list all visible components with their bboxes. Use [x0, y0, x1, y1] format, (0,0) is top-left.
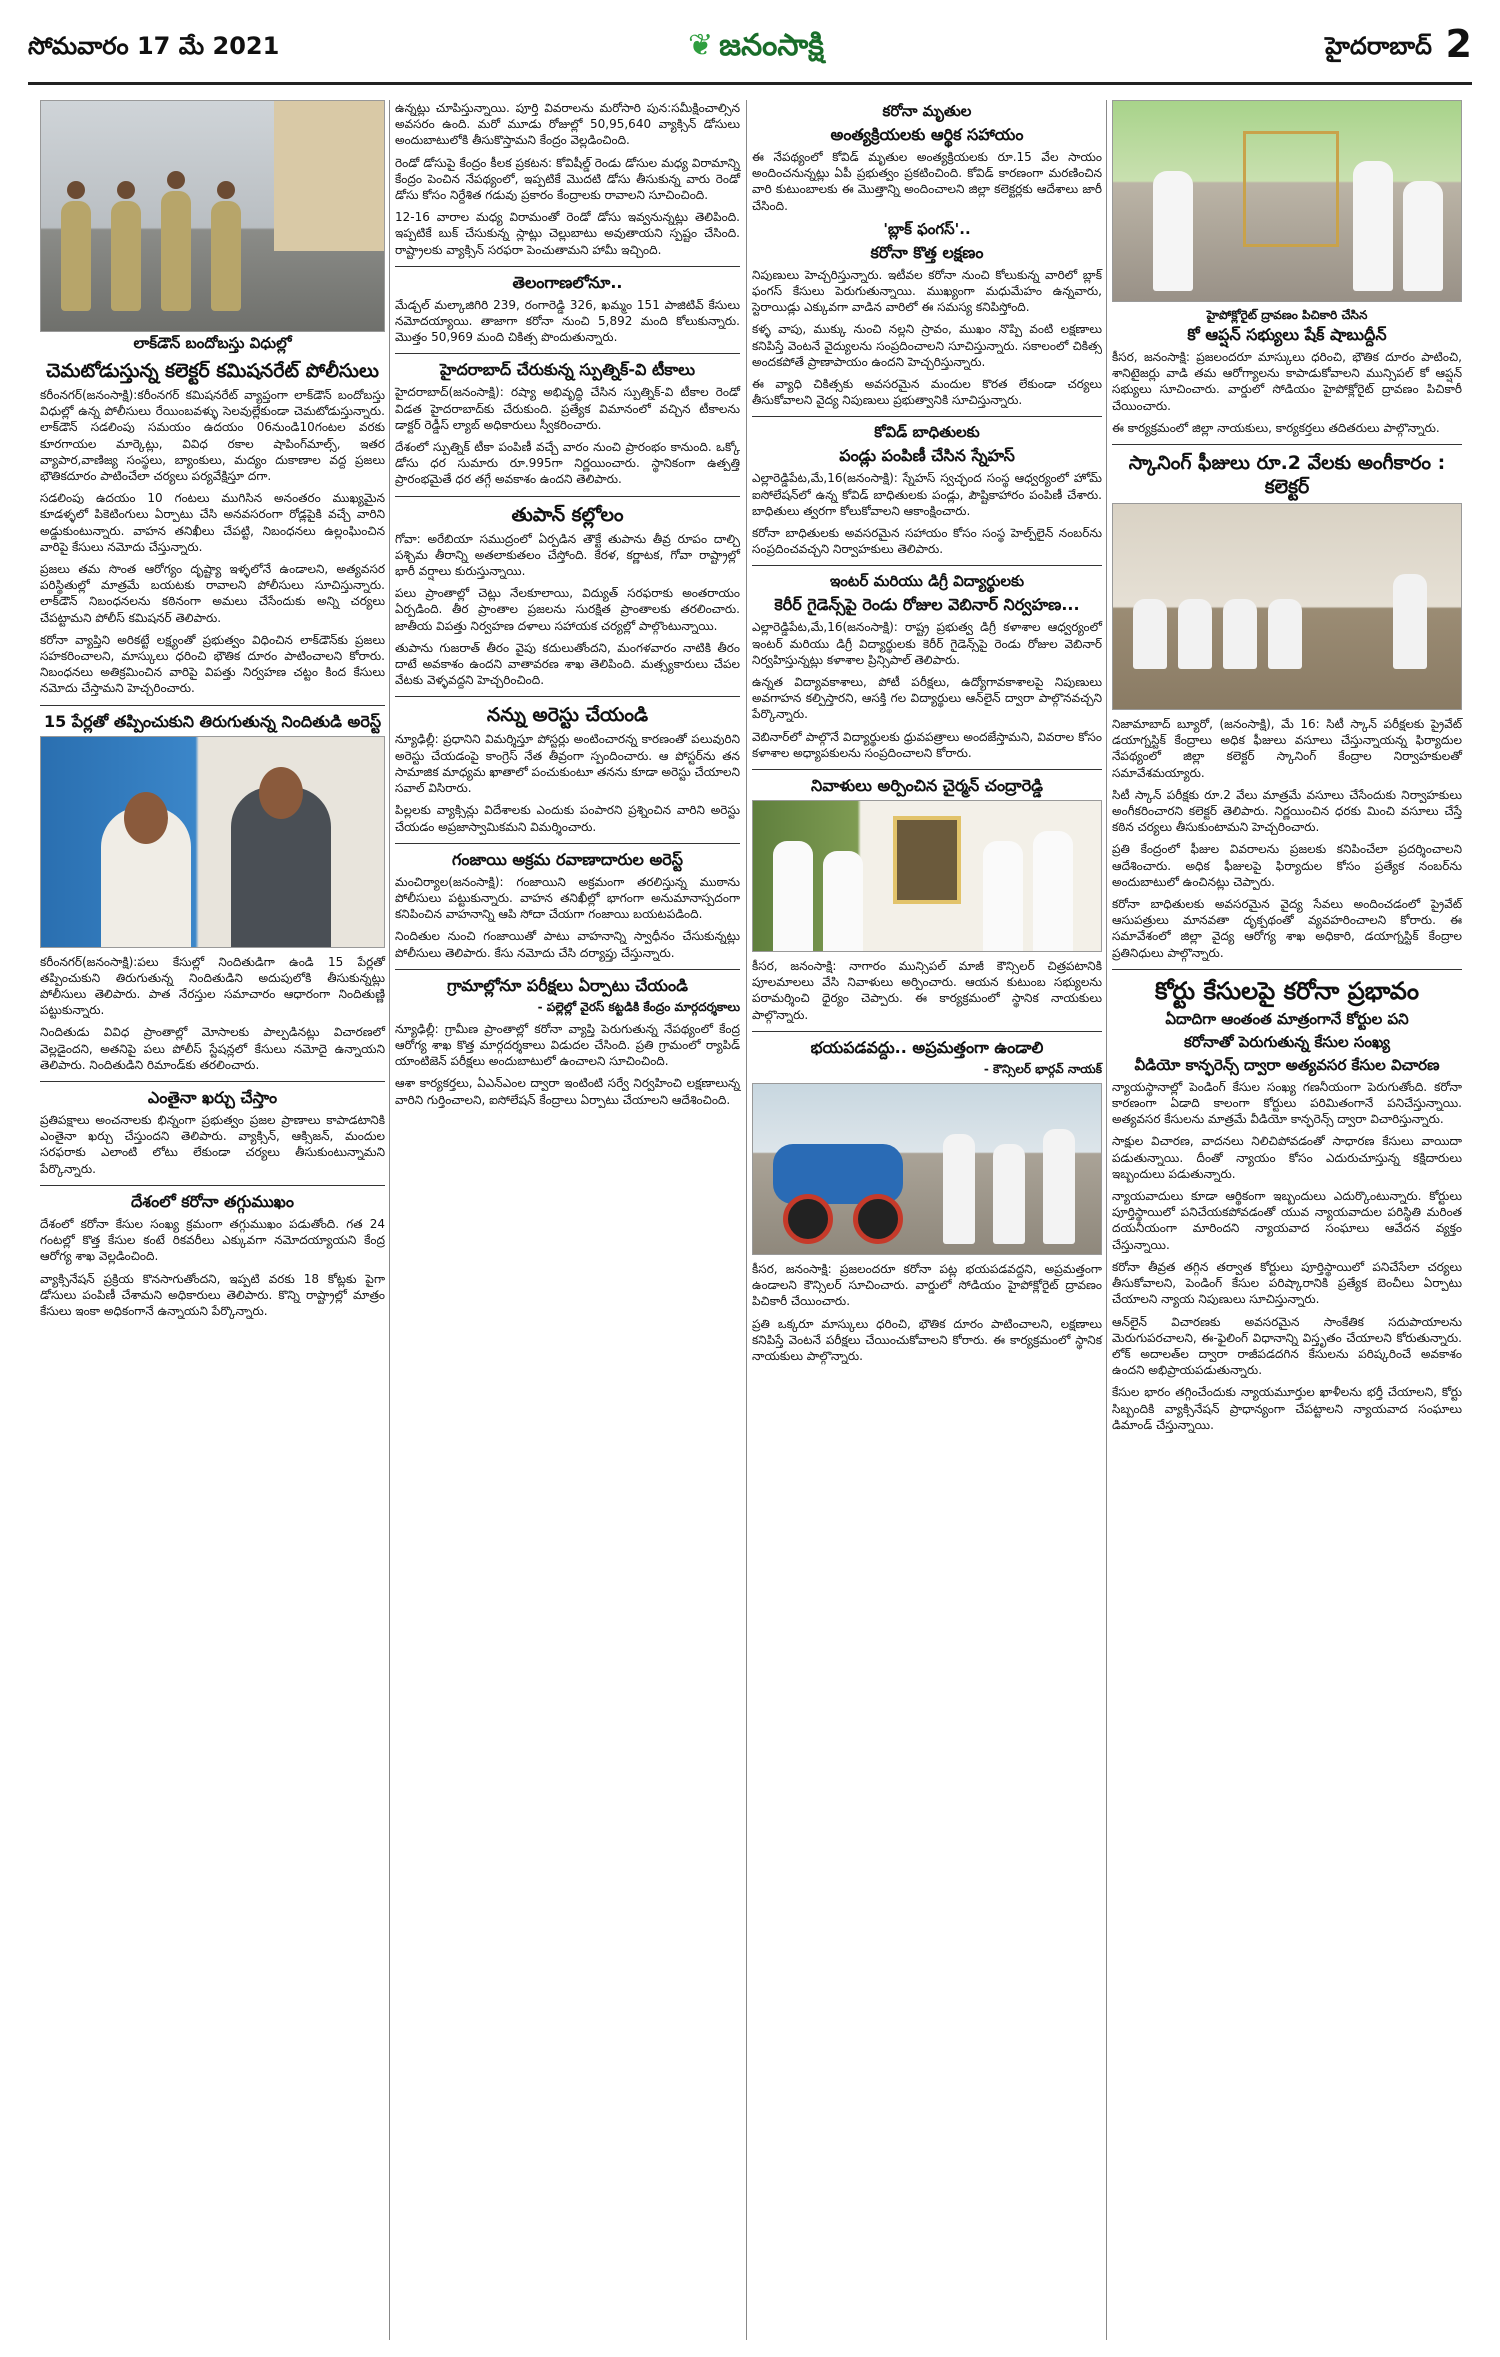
paragraph: ఉన్నత విద్యావకాశాలు, పోటీ పరీక్షలు, ఉద్యోగావకాశాలపై నిపుణులు అవగాహన కల్పిస్తారని, ఆసక్తి గల విద్యార్థులు ఆన్‌లైన్ ద్వారా పాల్గొనవచ్చని పేర్కొన్నారు.	[752, 675, 1102, 722]
paragraph: న్యాయస్థానాల్లో పెండింగ్ కేసుల సంఖ్య గణనీయంగా పెరుగుతోంది. కరోనా కారణంగా ఏడాది కాలంగా కోర్టులు పరిమితంగానే పనిచేస్తున్నాయి. అత్యవసర కేసులను మాత్రమే వీడియో కాన్ఫరెన్స్ ద్వారా విచారిస్తున్నారు.	[1112, 1079, 1462, 1127]
sputnik-headline: హైదరాబాద్ చేరుకున్న స్పుత్నిక్-వి టీకాలు	[439, 360, 696, 380]
page-number: 2	[1445, 22, 1472, 66]
fungus-kicker: 'బ్లాక్ ఫంగస్'..	[883, 219, 971, 238]
column-3	[752, 100, 1102, 1370]
column-divider	[1106, 100, 1107, 2340]
paragraph: నిందితుడు వివిధ ప్రాంతాల్లో మోసాలకు పాల్పడినట్లు విచారణలో వెల్లడైందని, అతనిపై పలు పోలీస్ స్టేషన్లలో కేసులు నమోదై ఉన్నాయని తెలిపారు. నిందితుడిని రిమాండ్‌కు తరలించారు.	[40, 1025, 385, 1072]
paragraph: కీసర, జనంసాక్షి: నాగారం మున్సిపల్ మాజీ కౌన్సిలర్ చిత్రపటానికి పూలమాలలు వేసి నివాళులు అర్పించారు. ఆయన కుటుంబ సభ్యులను పరామర్శించి ధైర్యం చెప్పారు. ఈ కార్యక్రమంలో స్థానిక నాయకులు పాల్గొన్నారు.	[752, 959, 1102, 1022]
deaths-kicker: కరోనా మృతుల	[882, 102, 972, 120]
paragraph: న్యూఢిల్లీ: ప్రధానిని విమర్శిస్తూ పోస్టర్లు అంటించారన్న కారణంతో పలువురిని అరెస్టు చేయడంపై కాంగ్రెస్ నేత తీవ్రంగా స్పందించారు. ఆ పోస్టర్‌ను తన సామాజిక మాధ్యమ ఖాతాలో పంచుకుంటూ తనను కూడా అరెస్టు చేయాలని సవాల్ విసిరారు.	[395, 732, 740, 796]
court-subhead-2: వీడియో కాన్ఫరెన్స్ ద్వారా అత్యవసర కేసుల విచారణ	[1134, 1055, 1440, 1074]
fungus-headline: కరోనా కొత్త లక్షణం	[870, 242, 984, 262]
paragraph: సాక్షుల విచారణ, వాదనలు నిలిచిపోవడంతో సాధారణ కేసులు వాయిదా పడుతున్నాయి. దీంతో న్యాయం కోసం ఎదురుచూస్తున్న కక్షిదారులు ఇబ్బందులు పడుతున్నారు.	[1112, 1134, 1462, 1181]
paragraph: గోవా: అరేబియా సముద్రంలో ఏర్పడిన తౌక్టే తుపాను తీవ్ర రూపం దాల్చి పశ్చిమ తీరాన్ని అతలాకుతలం చేస్తోంది. కేరళ, కర్ణాటక, గోవా రాష్ట్రాల్లో భారీ వర్షాలు కురుస్తున్నాయి.	[395, 531, 740, 579]
fear-headline: భయపడవద్దు.. అప్రమత్తంగా ఉండాలి	[810, 1037, 1044, 1057]
logo-text: జనంసాక్షి	[719, 28, 824, 63]
paragraph: ఈ వ్యాధి చికిత్సకు అవసరమైన మందుల కొరత లేకుండా చర్యలు తీసుకోవాలని వైద్య నిపుణులు ప్రభుత్వానికి సూచిస్తున్నారు.	[752, 377, 1102, 408]
paragraph: ఉన్నట్లు చూపిస్తున్నాయి. పూర్తి వివరాలను మరోసారి పున:సమీక్షించాల్సిన అవసరం ఉంది. మరో మూడు రోజుల్లో 50,95,640 వ్యాక్సిన్ డోసులు అందుబాటులోకి తీసుకొస్తామని కేంద్రం వెల్లడించింది.	[395, 101, 740, 148]
court-headline: కోర్టు కేసులపై కరోనా ప్రభావం	[1154, 976, 1420, 1005]
column-divider	[746, 100, 747, 2340]
paragraph: సిటీ స్కాన్ పరీక్షకు రూ.2 వేలు మాత్రమే వసూలు చేసేందుకు నిర్వాహకులు అంగీకరించారని కలెక్టర్ తెలిపారు. నిర్ణయించిన ధరకు మించి వసూలు చేస్తే కఠిన చర్యలు తీసుకుంటామని హెచ్చరించారు.	[1112, 787, 1462, 835]
paragraph: పలు ప్రాంతాల్లో చెట్లు నేలకూలాయి, విద్యుత్ సరఫరాకు అంతరాయం ఏర్పడింది. తీర ప్రాంతాల ప్రజలను సురక్షిత ప్రాంతాలకు తరలించారు. జాతీయ విపత్తు నిర్వహణ దళాలు సహాయక చర్యల్లో పాల్గొంటున్నాయి.	[395, 586, 740, 633]
spray-headline: కో ఆప్షన్ సభ్యులు షేక్ షాబుద్దీన్	[1187, 325, 1387, 344]
fear-byline: - కౌన్సిలర్ భార్గవ్ నాయక్	[983, 1061, 1102, 1076]
victims-kicker: కోవిడ్ బాధితులకు	[874, 423, 980, 442]
deaths-headline: అంత్యక్రియలకు ఆర్థిక సహాయం	[830, 125, 1024, 144]
spray-caption: హైపోక్లోరైట్ ద్రావణం పిచికారి చేసిన	[1206, 308, 1368, 322]
paragraph: పిల్లలకు వ్యాక్సిన్లు విదేశాలకు ఎందుకు పంపారని ప్రశ్నించిన వారిని అరెస్టు చేయడం అప్రజాస్వామికమని విమర్శించారు.	[395, 803, 740, 834]
paragraph: కరోనా బాధితులకు అవసరమైన సహాయం కోసం సంస్థ హెల్ప్‌లైన్ నంబర్‌ను సంప్రదించవచ్చని నిర్వాహకులు తెలిపారు.	[752, 526, 1102, 557]
accused-photo	[40, 736, 385, 948]
paragraph: హైదరాబాద్(జనంసాక్షి): రష్యా అభివృద్ధి చేసిన స్పుత్నిక్-వి టీకాల రెండో విడత హైదరాబాద్‌కు చేరుకుంది. ప్రత్యేక విమానంలో వచ్చిన టీకాలను డాక్టర్ రెడ్డీస్ ల్యాబ్ అధికారులు స్వీకరించారు.	[395, 385, 740, 432]
sanitisation-photo	[1112, 100, 1462, 302]
column-divider	[389, 100, 390, 2340]
paragraph: కరోనా తీవ్రత తగ్గిన తర్వాత కోర్టులు పూర్తిస్థాయిలో పనిచేసేలా చర్యలు తీసుకోవాలని, పెండింగ్ కేసుల పరిష్కారానికి ప్రత్యేక బెంచీలు ఏర్పాటు చేయాలని న్యాయ నిపుణులు సూచిస్తున్నారు.	[1112, 1259, 1462, 1307]
meeting-photo	[1112, 503, 1462, 710]
paragraph: దేశంలో స్పుత్నిక్ టీకా పంపిణీ వచ్చే వారం నుంచి ప్రారంభం కానుంది. ఒక్కో డోసు ధర సుమారు రూ.995గా నిర్ణయించారు. స్థానికంగా ఉత్పత్తి ప్రారంభమైతే ధర తగ్గే అవకాశం ఉందని తెలిపారు.	[395, 440, 740, 487]
court-kicker: ఏదాదిగా ఆంతంత మాత్రంగానే కోర్టుల పని	[1165, 1009, 1409, 1028]
paragraph: ఎల్లారెడ్డిపేట,మే,16(జనంసాక్షి): రాష్ట్ర ప్రభుత్వ డిగ్రీ కళాశాల ఆధ్వర్యంలో ఇంటర్ మరియు డిగ్రీ విద్యార్థులకు కెరీర్ గైడెన్స్‌పై రెండు రోజుల వెబినార్ నిర్వహిస్తున్నట్లు కళాశాల ప్రిన్సిపాల్ తెలిపారు.	[752, 620, 1102, 667]
paragraph: ప్రజలు తమ సొంత ఆరోగ్యం దృష్ట్యా ఇళ్ళలోనే ఉండాలని, అత్యవసర పరిస్థితుల్లో మాత్రమే బయటకు రావాలని పోలీసులు సూచిస్తున్నారు. లాక్‌డౌన్ నిబంధనలను కఠినంగా అమలు చేసేందుకు అన్ని చర్యలు చేపట్టామని పోలీస్ కమిషనర్ తెలిపారు.	[40, 562, 385, 625]
paragraph: ఈ నేపథ్యంలో కోవిడ్ మృతుల అంత్యక్రియలకు రూ.15 వేల సాయం అందించనున్నట్లు ఏపీ ప్రభుత్వం ప్రకటించింది. కోవిడ్ కారణంగా మరణించిన వారి కుటుంబాలకు ఈ మొత్తాన్ని అందించాలని జిల్లా కలెక్టర్లకు ఆదేశాలు జారీ చేసింది.	[752, 150, 1102, 213]
ganja-headline: గంజాయి అక్రమ రవాణాదారుల అరెస్ట్	[452, 849, 683, 869]
edition-city: హైదరాబాద్	[1325, 32, 1432, 60]
paragraph: కీసర, జనంసాక్షి: ప్రజలందరూ మాస్కులు ధరించి, భౌతిక దూరం పాటించి, శానిటైజర్లు వాడి తమ ఆరోగ్యాలను కాపాడుకోవాలని మున్సిపల్ కో ఆప్షన్ సభ్యులు సూచించారు. వార్డులో సోడియం హైపోక్లోరైట్ ద్రావణం పిచికారీ చేయించారు.	[1112, 350, 1462, 413]
paragraph: కరీంనగర్(జనంసాక్షి):పలు కేసుల్లో నిందితుడిగా ఉండి 15 పేర్లతో తప్పించుకుని తిరుగుతున్న నిందితుడిని అదుపులోకి తీసుకున్నట్లు పోలీసులు తెలిపారు. పాత నేరస్తుల సమాచారం ఆధారంగా నిందితుణ్ణి పట్టుకున్నారు.	[40, 954, 385, 1018]
court-subhead-1: కరోనాతో పెరుగుతున్న కేసుల సంఖ్య	[1183, 1032, 1391, 1051]
paragraph: మేడ్చల్ మల్కాజిగిరి 239, రంగారెడ్డి 326, ఖమ్మం 151 పాజిటివ్ కేసులు నమోదయ్యాయి. తాజాగా కరోనా నుంచి 5,892 మంది కోలుకున్నారు. మొత్తం 50,969 మంది చికిత్స పొందుతున్నారు.	[395, 297, 740, 345]
village-headline: గ్రామాల్లోనూ పరీక్షలు ఏర్పాటు చేయండి	[447, 975, 688, 995]
paragraph: కరోనా వ్యాప్తిని అరికట్టే లక్ష్యంతో ప్రభుత్వం విధించిన లాక్‌డౌన్‌కు ప్రజలు సహకరించాలని, మాస్కులు ధరించి భౌతిక దూరం పాటించాలని కోరారు. నిబంధనలు అతిక్రమించిన వారిపై విపత్తు నిర్వహణ చట్టం కింద కేసులు నమోదు చేస్తామని హెచ్చరించారు.	[40, 632, 385, 696]
scan-headline: స్కానింగ్ ఫీజులు రూ.2 వేలకు అంగీకారం : కలెక్టర్	[1128, 452, 1446, 499]
victims-headline: పండ్లు పంపిణీ చేసిన స్నేహస్	[839, 446, 1015, 466]
paragraph: ఆశా కార్యకర్తలు, ఏఎన్ఎంల ద్వారా ఇంటింటి సర్వే నిర్వహించి లక్షణాలున్న వారిని గుర్తించాలని, ఐసోలేషన్ కేంద్రాలు ఏర్పాటు చేయాలని ఆదేశించింది.	[395, 1076, 740, 1107]
paragraph: కేసుల భారం తగ్గించేందుకు న్యాయమూర్తుల ఖాళీలను భర్తీ చేయాలని, కోర్టు సిబ్బందికి వ్యాక్సినేషన్ ప్రాధాన్యంగా చేపట్టాలని న్యాయవాద సంఘాలు డిమాండ్ చేస్తున్నాయి.	[1112, 1385, 1462, 1432]
column-1	[40, 100, 385, 1325]
paragraph: తుపాను గుజరాత్ తీరం వైపు కదులుతోందని, మంగళవారం నాటికి తీరం దాటే అవకాశం ఉందని వాతావరణ శాఖ తెలిపింది. మత్స్యకారులు చేపల వేటకు వెళ్ళవద్దని హెచ్చరించింది.	[395, 640, 740, 688]
village-byline: - పల్లెల్లో వైరస్ కట్టడికి కేంద్రం మార్గదర్శకాలు	[537, 999, 740, 1014]
column-2	[395, 100, 740, 1114]
leaf-icon: ❦	[688, 28, 714, 63]
exam-kicker: ఇంటర్ మరియు డిగ్రీ విద్యార్థులకు	[829, 572, 1025, 591]
paragraph: 12-16 వారాల మధ్య విరామంతో రెండో డోసు ఇవ్వనున్నట్లు తెలిపింది. ఇప్పటికే బుక్ చేసుకున్న స్లాట్లు చెల్లుబాటు అవుతాయని స్పష్టం చేసింది. రాష్ట్రాలకు వ్యాక్సిన్ సరఫరా పెంచుతామని హామీ ఇచ్చింది.	[395, 210, 740, 257]
paragraph: నిపుణులు హెచ్చరిస్తున్నారు. ఇటీవల కరోనా నుంచి కోలుకున్న వారిలో బ్లాక్ ఫంగస్ కేసులు పెరుగుతున్నాయి. ముఖ్యంగా మధుమేహం ఉన్నవారు, స్టెరాయిడ్లు ఎక్కువగా వాడిన వారిలో ఈ సమస్య కనిపిస్తోంది.	[752, 267, 1102, 315]
lead-headline: చెమటోడుస్తున్న కలెక్టర్ కమిషనరేట్ పోలీసులు	[45, 360, 380, 382]
arrest-headline: 15 పేర్లతో తప్పించుకుని తిరుగుతున్న నిందితుడి అరెస్ట్	[43, 711, 382, 731]
tribute-headline: నివాళులు అర్పించిన చైర్మన్ చంద్రారెడ్డి	[810, 776, 1044, 796]
paragraph: సడలింపు ఉదయం 10 గంటలు ముగిసిన అనంతరం ముఖ్యమైన కూడళ్ళలో పికెటింగులు ఏర్పాటు చేసి అనవసరంగా రోడ్లపైకి వచ్చే వారిని అడ్డుకుంటున్నారు. వాహన తనిఖీలు చేపట్టి, నిబంధనలు ఉల్లంఘించిన వారిపై కేసులు నమోదు చేస్తున్నారు.	[40, 491, 385, 554]
tribute-photo	[752, 800, 1102, 952]
decline-headline: దేశంలో కరోనా తగ్గుముఖం	[131, 1191, 294, 1211]
spraying-photo	[752, 1083, 1102, 1255]
issue-date: సోమవారం 17 మే 2021	[28, 32, 280, 60]
paragraph: ప్రతిపక్షాలు అంచనాలకు భిన్నంగా ప్రభుత్వం ప్రజల ప్రాణాలు కాపాడటానికి ఎంతైనా ఖర్చు చేస్తుందని తెలిపారు. వ్యాక్సిన్, ఆక్సిజన్, మందుల సరఫరాకు ఎలాంటి లోటు లేకుండా చర్యలు తీసుకుంటున్నామని పేర్కొన్నారు.	[40, 1113, 385, 1176]
lead-kicker: లాక్‌డౌన్ బందోబస్తు విధుల్లో	[133, 334, 292, 352]
paragraph: న్యూఢిల్లీ: గ్రామీణ ప్రాంతాల్లో కరోనా వ్యాప్తి పెరుగుతున్న నేపథ్యంలో కేంద్ర ఆరోగ్య శాఖ కొత్త మార్గదర్శకాలు విడుదల చేసింది. ప్రతి గ్రామంలో ర్యాపిడ్ యాంటిజెన్ పరీక్షలు అందుబాటులో ఉంచాలని సూచించింది.	[395, 1021, 740, 1069]
paragraph: దేశంలో కరోనా కేసుల సంఖ్య క్రమంగా తగ్గుముఖం పడుతోంది. గత 24 గంటల్లో కొత్త కేసుల కంటే రికవరీలు ఎక్కువగా నమోదయ్యాయని కేంద్ర ఆరోగ్య శాఖ వెల్లడించింది.	[40, 1216, 385, 1264]
paragraph: ఆన్‌లైన్ విచారణకు అవసరమైన సాంకేతిక సదుపాయాలను మెరుగుపరచాలని, ఈ-ఫైలింగ్ విధానాన్ని విస్తృతం చేయాలని కోరుతున్నారు. లోక్ అదాలత్‌ల ద్వారా రాజీపడదగిన కేసులను పరిష్కరించే అవకాశం ఉందని అభిప్రాయపడుతున్నారు.	[1112, 1314, 1462, 1378]
paragraph: కరీంనగర్(జనంసాక్షి):కరీంనగర్ కమిషనరేట్ వ్యాప్తంగా లాక్‌డౌన్ బందోబస్తు విధుల్లో ఉన్న పోలీసులు రేయింబవళ్ళు సెలవుల్లేకుండా చెమటోడుస్తున్నారు. లాక్‌డౌన్ సడలింపు సమయం ఉదయం 06నుండి10గంటల వరకు కూరగాయల మార్కెట్లు, వివిధ రకాల షాపింగ్‌మాల్స్, ఇతర వ్యాపార,వాణిజ్య సంస్థలు, బ్యాంకులు, మద్యం దుకాణాల వద్ద ప్రజలు భౌతికదూరం పాటించేలా చర్యలు పర్యవేక్షిస్తూ దగా.	[40, 388, 385, 484]
paragraph: వ్యాక్సినేషన్ ప్రక్రియ కొనసాగుతోందని, ఇప్పటి వరకు 18 కోట్లకు పైగా డోసులు పంపిణీ చేశామని అధికారులు తెలిపారు. కొన్ని రాష్ట్రాల్లో మాత్రం కేసులు ఇంకా అధికంగానే ఉన్నాయని పేర్కొన్నారు.	[40, 1271, 385, 1318]
paragraph: వెబినార్‌లో పాల్గొనే విద్యార్థులకు ధ్రువపత్రాలు అందజేస్తామని, వివరాల కోసం కళాశాల అధ్యాపకులను సంప్రదించాలని కోరారు.	[752, 729, 1102, 760]
paragraph: ఈ కార్యక్రమంలో జిల్లా నాయకులు, కార్యకర్తలు తదితరులు పాల్గొన్నారు.	[1112, 420, 1440, 435]
paragraph: కీసర, జనంసాక్షి: ప్రజలందరూ కరోనా పట్ల భయపడవద్దని, అప్రమత్తంగా ఉండాలని కౌన్సిలర్ సూచించారు. వార్డులో సోడియం హైపోక్లోరైట్ ద్రావణం పిచికారీ చేయించారు.	[752, 1261, 1102, 1309]
telangana-headline: తెలంగాణలోనూ..	[512, 272, 623, 292]
exam-headline: కెరీర్ గైడెన్స్‌పై రెండు రోజుల వెబినార్ నిర్వహణ...	[774, 595, 1080, 615]
masthead	[28, 22, 1472, 85]
police-photo	[40, 100, 385, 332]
paragraph: ప్రతి ఒక్కరూ మాస్కులు ధరించి, భౌతిక దూరం పాటించాలని, లక్షణాలు కనిపిస్తే వెంటనే పరీక్షలు చేయించుకోవాలని కోరారు. ఈ కార్యక్రమంలో స్థానిక నాయకులు పాల్గొన్నారు.	[752, 1316, 1102, 1363]
paragraph: నిజామాబాద్ బ్యూరో, (జనంసాక్షి), మే 16: సిటీ స్కాన్ పరీక్షలకు ప్రైవేట్ డయాగ్నస్టిక్ కేంద్రాలు అధిక ఫీజులు వసూలు చేస్తున్నాయన్న ఫిర్యాదుల నేపథ్యంలో జిల్లా కలెక్టర్ స్కానింగ్ కేంద్రాల నిర్వాహకులతో సమావేశమయ్యారు.	[1112, 717, 1462, 780]
paragraph: మంచిర్యాల(జనంసాక్షి): గంజాయిని అక్రమంగా తరలిస్తున్న ముఠాను పోలీసులు పట్టుకున్నారు. వాహన తనిఖీల్లో భాగంగా అనుమానాస్పదంగా కనిపించిన వాహనాన్ని ఆపి సోదా చేయగా గంజాయి బయటపడింది.	[395, 874, 740, 922]
column-4	[1112, 100, 1462, 1439]
paragraph: కరోనా బాధితులకు అవసరమైన వైద్య సేవలు అందించడంలో ప్రైవేట్ ఆసుపత్రులు మానవతా దృక్పథంతో వ్యవహరించాలని కోరారు. ఈ సమావేశంలో జిల్లా వైద్య ఆరోగ్య శాఖ అధికారి, డయాగ్నస్టిక్ కేంద్రాల ప్రతినిధులు పాల్గొన్నారు.	[1112, 897, 1462, 960]
arrest-me-headline: నన్ను అరెస్టు చేయండి	[486, 704, 649, 727]
paragraph: న్యాయవాదులు కూడా ఆర్థికంగా ఇబ్బందులు ఎదుర్కొంటున్నారు. కోర్టులు పూర్తిస్థాయిలో పనిచేయకపోవడంతో యువ న్యాయవాదుల పరిస్థితి మరింత దయనీయంగా మారిందని న్యాయవాద సంఘాలు ఆవేదన వ్యక్తం చేస్తున్నాయి.	[1112, 1189, 1462, 1252]
paragraph: నిందితుల నుంచి గంజాయితో పాటు వాహనాన్ని స్వాధీనం చేసుకున్నట్లు పోలీసులు తెలిపారు. కేసు నమోదు చేసి దర్యాప్తు చేస్తున్నారు.	[395, 929, 740, 960]
newspaper-logo	[688, 28, 824, 70]
paragraph: ఎల్లారెడ్డిపేట,మే,16(జనంసాక్షి): స్నేహస్ స్వచ్ఛంద సంస్థ ఆధ్వర్యంలో హోమ్ ఐసోలేషన్‌లో ఉన్న కోవిడ్ బాధితులకు పండ్లు, పౌష్టికాహారం పంపిణీ చేశారు. బాధితులు త్వరగా కోలుకోవాలని ఆకాంక్షించారు.	[752, 471, 1102, 518]
cyclone-headline: తుపాన్ కల్లోలం	[511, 503, 624, 526]
aid-headline: ఎంతైనా ఖర్చు చేస్తాం	[147, 1088, 278, 1108]
paragraph: ప్రతి కేంద్రంలో ఫీజుల వివరాలను ప్రజలకు కనిపించేలా ప్రదర్శించాలని ఆదేశించారు. అధిక ఫీజులపై ఫిర్యాదుల కోసం ప్రత్యేక నంబర్‌ను అందుబాటులో ఉంచినట్లు చెప్పారు.	[1112, 842, 1462, 889]
paragraph: రెండో డోసుపై కేంద్రం కీలక ప్రకటన: కోవిషీల్డ్ రెండు డోసుల మధ్య విరామాన్ని కేంద్రం పెంచిన నేపథ్యంలో, ఇప్పటికే మొదటి డోసు తీసుకున్న వారు రెండో డోసు కోసం నిర్దేశిత గడువు ప్రకారం కేంద్రాలకు రావాలని సూచించింది.	[395, 155, 740, 203]
paragraph: కళ్ళ వాపు, ముక్కు నుంచి నల్లని స్రావం, ముఖం నొప్పి వంటి లక్షణాలు కనిపిస్తే వెంటనే వైద్యులను సంప్రదించాలని సూచిస్తున్నారు. సకాలంలో చికిత్స అందకపోతే ప్రాణాపాయం ఉందని హెచ్చరిస్తున్నారు.	[752, 322, 1102, 369]
